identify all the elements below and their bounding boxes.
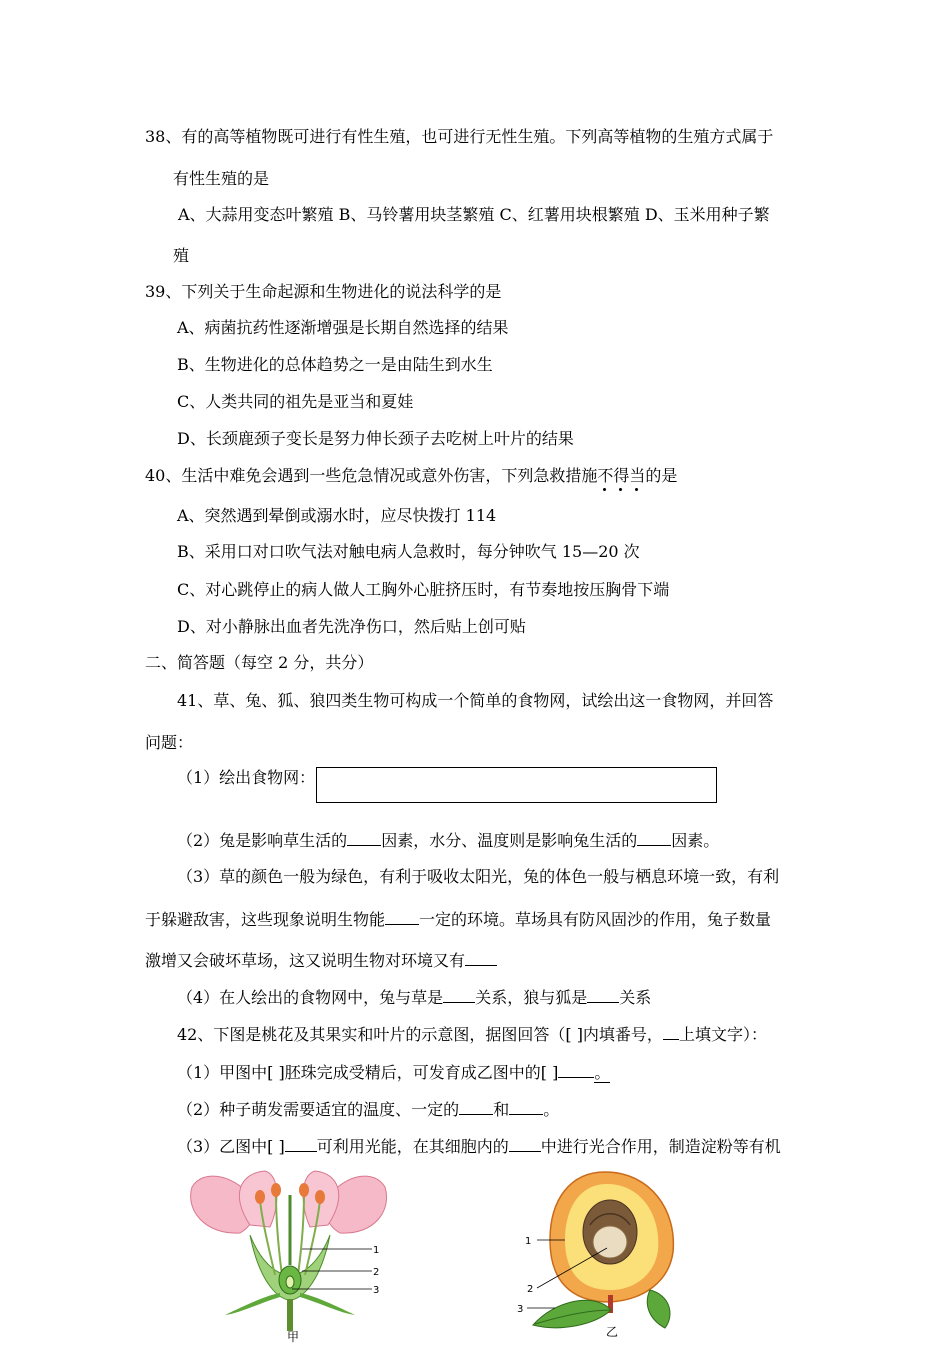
answer-blank[interactable] <box>558 1061 594 1078</box>
q39-option-d: D、长颈鹿颈子变长是努力伸长颈子去吃树上叶片的结果 <box>177 429 574 448</box>
q42-part2-text-b: 和 <box>493 1100 510 1119</box>
q42-part3 <box>177 1135 781 1157</box>
answer-blank[interactable] <box>465 949 497 966</box>
q41-part2-text-b: 因素，水分、温度则是影响兔生活的 <box>381 831 638 850</box>
q38-stem-line2: 有性生殖的是 <box>173 169 270 188</box>
q40-option-a: A、突然遇到晕倒或溺水时，应尽快拨打 114 <box>177 506 497 525</box>
answer-blank[interactable] <box>509 1098 543 1115</box>
q42-part1-text-a: （1）甲图中[ ]胚珠完成受精后，可发育成乙图中的[ ] <box>177 1063 559 1082</box>
q42-part3-text-c: 中进行光合作用，制造淀粉等有机 <box>540 1137 781 1156</box>
q41-part3-line2 <box>145 908 771 930</box>
food-web-answer-box[interactable] <box>316 767 717 803</box>
q42-part3-text-b: 可利用光能，在其细胞内的 <box>316 1137 509 1156</box>
q42-part2-text-c: 。 <box>543 1100 560 1119</box>
q41-stem-line2: 问题： <box>145 733 194 752</box>
q41-part3-line3 <box>145 949 497 971</box>
section-2-heading: 二、简答题（每空 2 分，共分） <box>145 653 374 672</box>
figure-label: 1 <box>525 1236 532 1247</box>
q41-part2-text-a: （2）兔是影响草生活的 <box>177 831 348 850</box>
answer-blank <box>663 1023 679 1040</box>
emphasis-dot <box>635 488 638 491</box>
q39-option-c: C、人类共同的祖先是亚当和夏娃 <box>177 392 414 411</box>
answer-blank[interactable] <box>347 829 381 846</box>
q41-part3-text-c: 激增又会破坏草场，这又说明生物对环境又有 <box>145 951 466 970</box>
figure-caption-yi: 乙 <box>606 1325 619 1339</box>
q40-stem-emphasis: 不得当 <box>597 466 645 485</box>
q41-part3-text-a: 于躲避敌害，这些现象说明生物能 <box>145 910 386 929</box>
q38-options-line2: 殖 <box>173 246 190 265</box>
q41-part4-text-b: 关系，狼与狐是 <box>475 988 588 1007</box>
q38-options-line1: A、大蒜用变态叶繁殖 B、马铃薯用块茎繁殖 C、红薯用块根繁殖 D、玉米用种子繁 <box>178 205 770 224</box>
answer-blank[interactable] <box>285 1135 317 1152</box>
q39-stem: 39、下列关于生命起源和生物进化的说法科学的是 <box>145 282 502 301</box>
q42-part2 <box>177 1098 559 1120</box>
q42-part1 <box>177 1061 610 1083</box>
figure-caption-jia: 甲 <box>287 1330 300 1344</box>
flower-ovule <box>286 1276 294 1288</box>
flower-stalk <box>287 1299 293 1331</box>
q41-stem-line1: 41、草、兔、狐、狼四类生物可构成一个简单的食物网，试绘出这一食物网，并回答 <box>177 691 774 710</box>
q42-stem <box>177 1023 767 1045</box>
q42-stem-text-b: 上填文字）： <box>678 1025 767 1044</box>
peach-flower-figure <box>180 1165 410 1344</box>
leaf <box>533 1300 611 1327</box>
emphasis-dot <box>619 488 622 491</box>
answer-blank[interactable] <box>637 829 671 846</box>
q39-option-b: B、生物进化的总体趋势之一是由陆生到水生 <box>177 355 493 374</box>
q40-option-d: D、对小静脉出血者先洗净伤口，然后贴上创可贴 <box>177 617 526 636</box>
q38-stem-line1: 38、有的高等植物既可进行有性生殖，也可进行无性生殖。下列高等植物的生殖方式属于 <box>145 127 774 146</box>
answer-blank[interactable] <box>385 908 419 925</box>
q41-part4-text-c: 关系 <box>619 988 652 1007</box>
q41-part2-text-c: 因素。 <box>671 831 720 850</box>
q40-stem <box>145 466 677 486</box>
peach-fruit-figure <box>515 1170 685 1330</box>
q40-option-c: C、对心跳停止的病人做人工胸外心脏挤压时，有节奏地按压胸骨下端 <box>177 580 670 599</box>
q40-option-b: B、采用口对口吹气法对触电病人急救时，每分钟吹气 15—20 次 <box>177 542 640 561</box>
q41-part3-line1: （3）草的颜色一般为绿色，有利于吸收太阳光，兔的体色一般与栖息环境一致，有利 <box>177 867 780 886</box>
q39-option-a: A、病菌抗药性逐渐增强是长期自然选择的结果 <box>177 318 509 337</box>
q41-part2 <box>177 829 719 851</box>
q40-stem-pre: 40、生活中难免会遇到一些危急情况或意外伤害，下列急救措施 <box>145 466 598 485</box>
q41-part4 <box>177 986 651 1008</box>
q42-part2-text-a: （2）种子萌发需要适宜的温度、一定的 <box>177 1100 460 1119</box>
answer-blank[interactable] <box>509 1135 541 1152</box>
q41-part1: （1）绘出食物网： <box>177 768 316 787</box>
q42-part1-text-b: 。 <box>594 1063 611 1082</box>
figure-label: 3 <box>373 1285 380 1296</box>
emphasis-dot <box>603 488 606 491</box>
q41-part3-text-b: 一定的环境。草场具有防风固沙的作用，兔子数量 <box>419 910 772 929</box>
figure-label: 1 <box>373 1245 380 1256</box>
flower-sepal-left <box>225 1293 280 1315</box>
figure-label: 2 <box>373 1267 380 1278</box>
q42-stem-text-a: 42、下图是桃花及其果实和叶片的示意图，据图回答（[ ]内填番号， <box>177 1025 663 1044</box>
figure-label: 2 <box>527 1284 534 1295</box>
q42-part3-text-a: （3）乙图中[ ] <box>177 1137 285 1156</box>
leaf-right <box>647 1290 670 1328</box>
flower-sepal-right <box>300 1293 355 1315</box>
answer-blank[interactable] <box>443 986 475 1003</box>
answer-blank[interactable] <box>587 986 619 1003</box>
q41-part4-text-a: （4）在人绘出的食物网中，兔与草是 <box>177 988 444 1007</box>
answer-blank[interactable] <box>459 1098 493 1115</box>
q40-stem-post: 的是 <box>645 466 678 485</box>
figure-label: 3 <box>517 1304 524 1315</box>
